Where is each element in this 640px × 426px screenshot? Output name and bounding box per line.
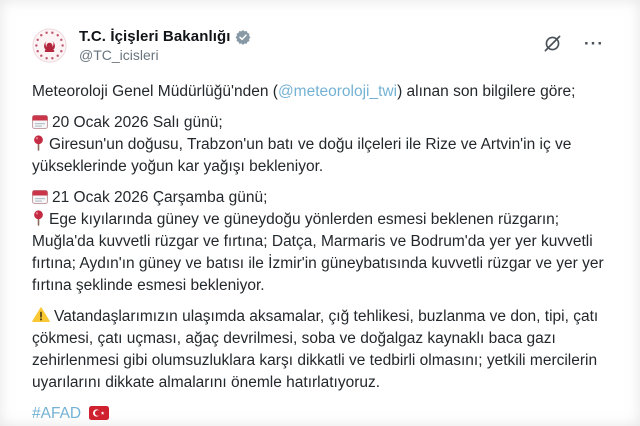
more-icon[interactable]: ··· (584, 33, 604, 53)
intro-paragraph (32, 81, 610, 103)
tweet-header (32, 28, 610, 63)
day1-paragraph (32, 112, 610, 178)
pushpin-icon (32, 135, 45, 151)
pushpin-icon (32, 210, 45, 226)
day1-forecast: Giresun'un doğusu, Trabzon'un batı ve doğu ilçeleri ile Rize ve Artvin'in iç ve yükseklerinde yoğun kar yağışı bekleniyor. (32, 136, 572, 175)
avatar[interactable] (32, 28, 67, 63)
day2-forecast: Ege kıyılarında güney ve güneydoğu yönlerden esmesi beklenen rüzgarın; Muğla'da kuvvetli rüzgar ve fırtına; Datça, Marmaris ve Bodrum'da yer yer kuvvetli fırtına; Aydın'ın güney ve batısı ile İzmir'in güneybatısında kuvvetli rüzgar ve yer yer fırtına şeklinde esmesi bekleniyor. (32, 211, 604, 294)
calendar-icon (32, 189, 48, 204)
verified-badge-icon (235, 29, 251, 45)
hashtag-link[interactable]: #AFAD (32, 405, 82, 422)
calendar-icon (32, 114, 48, 129)
display-name[interactable]: T.C. İçişleri Bakanlığı (79, 28, 231, 45)
identity-block (79, 28, 541, 63)
warning-paragraph (32, 306, 610, 394)
warning-icon (32, 307, 50, 323)
hashtag-paragraph (32, 403, 610, 425)
day2-date: 21 Ocak 2026 Çarşamba günü; (52, 189, 268, 206)
tweet-body (32, 81, 610, 425)
turkish-flag-icon (89, 406, 109, 420)
day2-paragraph (32, 187, 610, 297)
mention-link[interactable]: @meteoroloji_twi (277, 83, 398, 100)
user-handle[interactable]: @TC_icisleri (79, 47, 159, 63)
grok-icon[interactable] (541, 32, 564, 55)
intro-text-after: ) alınan son bilgilere göre; (397, 83, 576, 100)
intro-text-before: Meteoroloji Genel Müdürlüğü'nden ( (32, 83, 278, 100)
day1-date: 20 Ocak 2026 Salı günü; (52, 114, 223, 131)
header-actions (541, 32, 606, 55)
warning-text: Vatandaşlarımızın ulaşımda aksamalar, çığ tehlikesi, buzlanma ve don, tipi, çatı çökmesi, çatı uçması, ağaç devrilmesi, soba ve doğalgaz kaynaklı baca gazı zehirlenmesi gibi olumsuzluklara karşı dikkatli ve tedbirli olmasını; yetkili mercilerin uyarılarını dikkate almalarını önemle hatırlatıyoruz. (32, 308, 599, 391)
